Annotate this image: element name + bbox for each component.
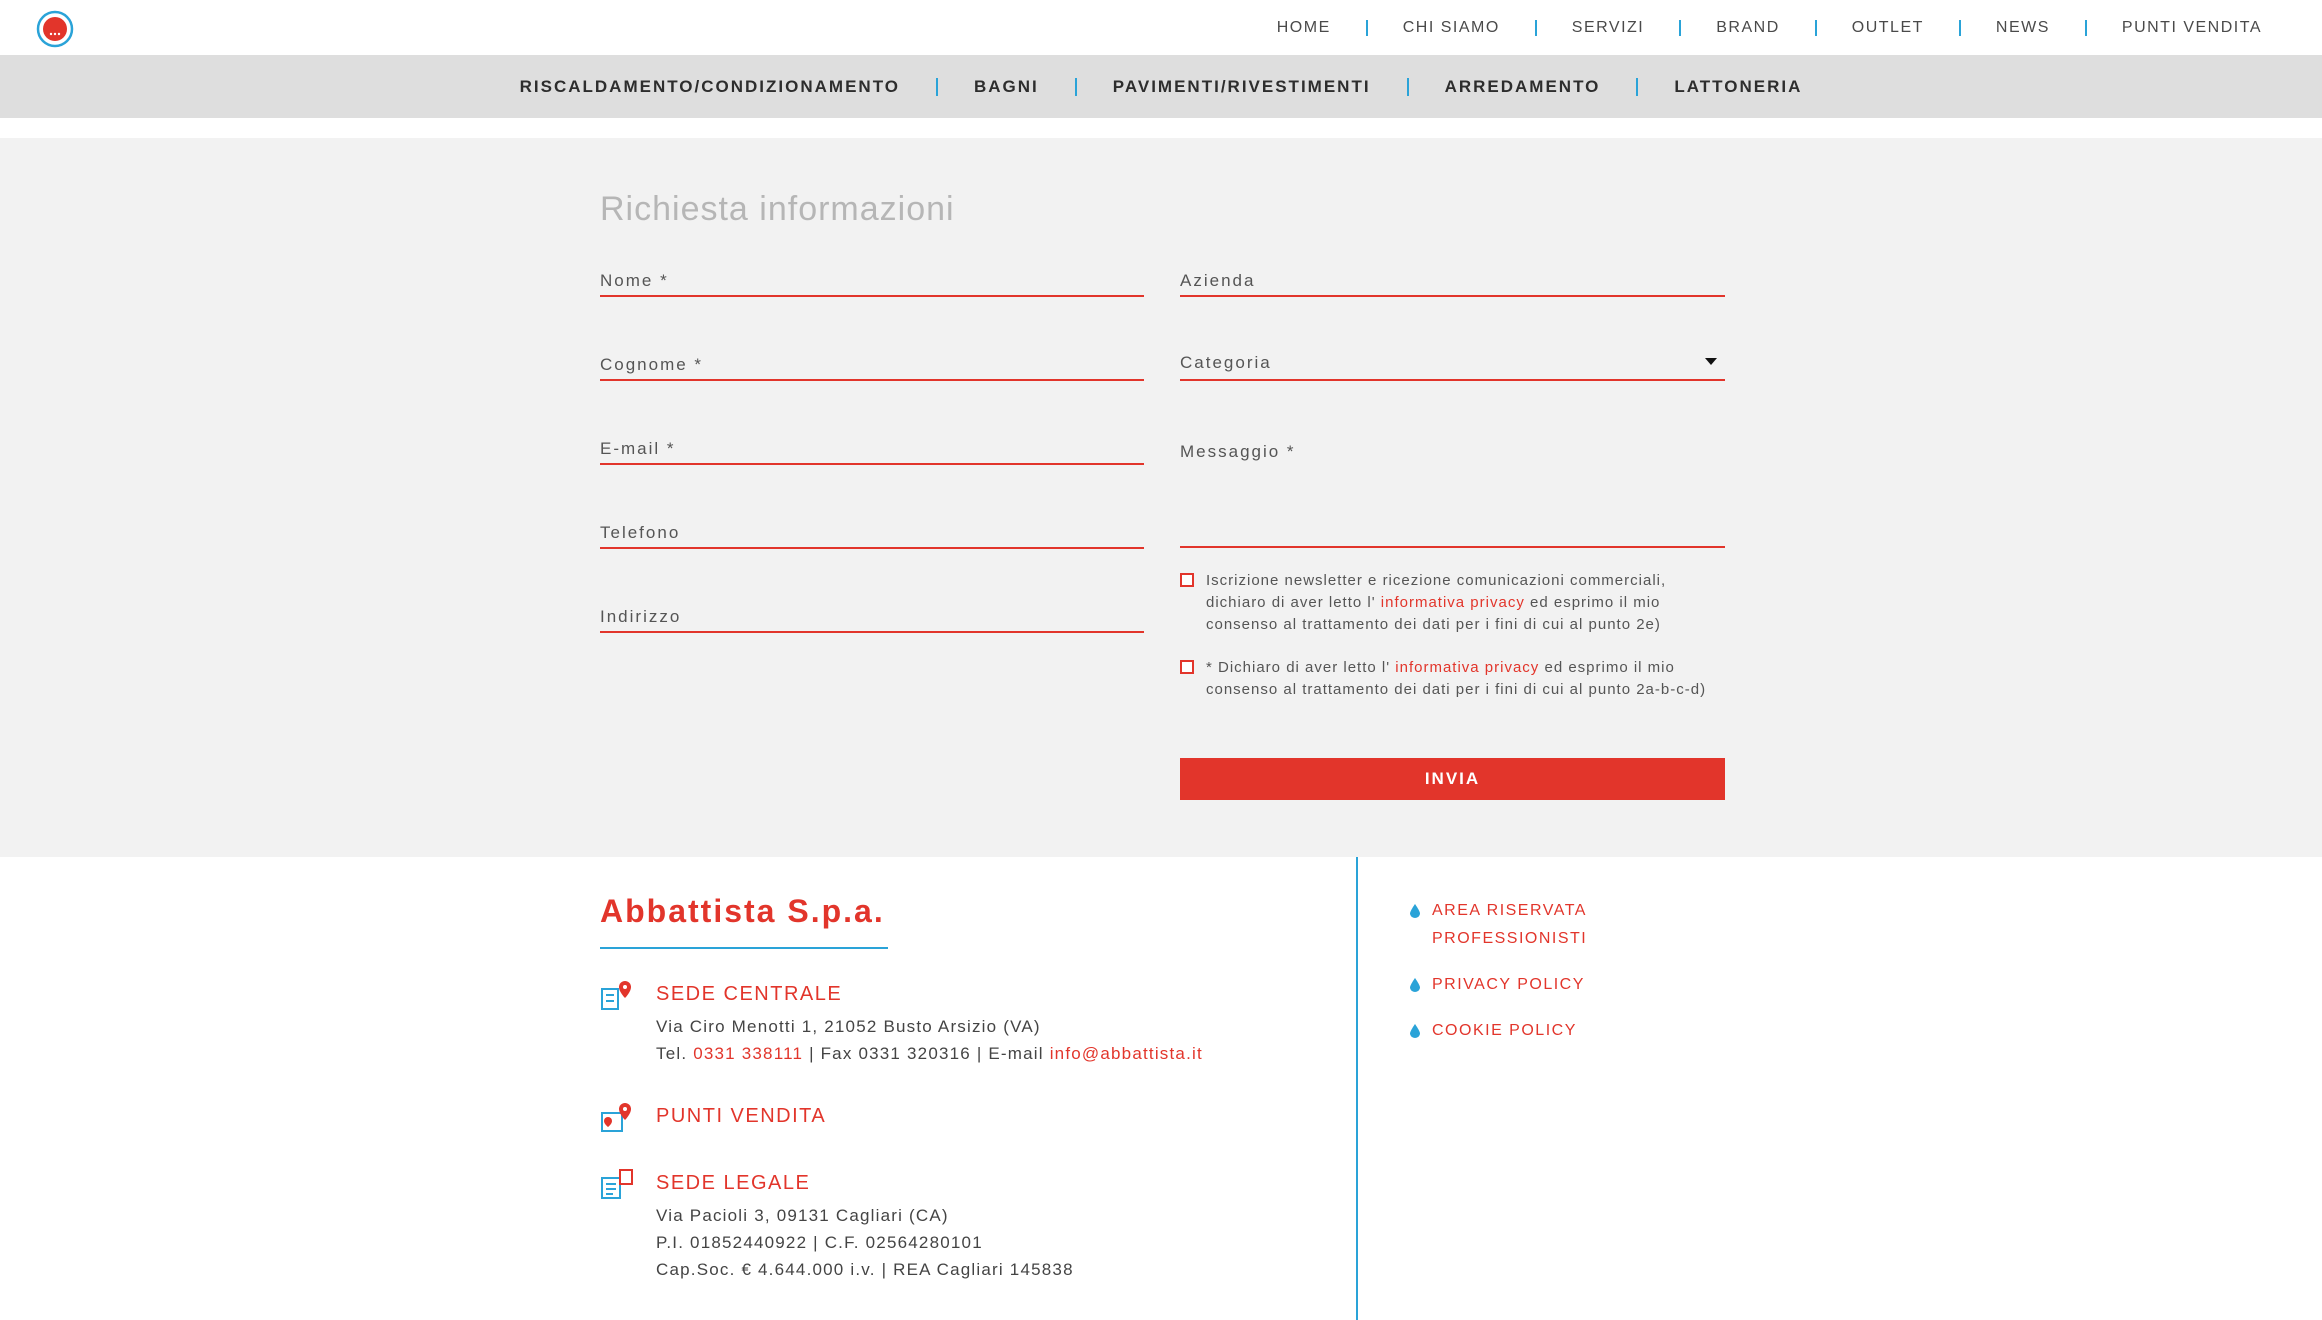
area-riservata-label: AREA RISERVATA <box>1432 902 1587 919</box>
privacy-policy-link[interactable] <box>1410 971 1587 999</box>
email-label: E-mail * <box>600 439 676 458</box>
category-lattoneria[interactable]: LATTONERIA <box>1674 76 1803 96</box>
category-riscaldamento[interactable]: RISCALDAMENTO/CONDIZIONAMENTO <box>519 76 900 96</box>
nav-brand[interactable]: BRAND <box>1716 18 1780 36</box>
footer <box>0 857 2322 1320</box>
privacy-consent-text <box>1206 657 1725 701</box>
privacy-checkbox[interactable] <box>1180 660 1194 674</box>
area-riservata-link[interactable] <box>1410 897 1587 953</box>
form-title: Richiesta informazioni <box>600 190 955 228</box>
building-pin-icon <box>600 979 634 1013</box>
sede-legale-capital: Cap.Soc. € 4.644.000 i.v. | REA Cagliari 145838 <box>656 1260 1074 1279</box>
nav-home[interactable]: HOME <box>1276 18 1331 36</box>
category-bagni[interactable]: BAGNI <box>974 76 1039 96</box>
azienda-label: Azienda <box>1180 271 1256 290</box>
submit-button[interactable]: INVIA <box>1180 758 1725 800</box>
privacy-info-link[interactable]: informativa privacy <box>1380 594 1525 611</box>
consent-text-part: * Dichiaro di aver letto l' <box>1206 659 1396 676</box>
sede-centrale-title: SEDE CENTRALE <box>656 983 843 1005</box>
consent-text-part: ed esprimo il mio consenso al trattamento dei dati per i fini di cui al punto 2a-b-c-d) <box>1206 659 1707 698</box>
droplet-icon <box>1410 978 1420 992</box>
newsletter-checkbox[interactable] <box>1180 573 1194 587</box>
sede-legale-title: SEDE LEGALE <box>656 1172 811 1194</box>
nav-servizi[interactable]: SERVIZI <box>1571 18 1645 36</box>
sede-centrale-address: Via Ciro Menotti 1, 21052 Busto Arsizio (VA) <box>656 1017 1041 1036</box>
nav-news[interactable]: NEWS <box>1995 18 2050 36</box>
professionisti-label: PROFESSIONISTI <box>1432 930 1588 947</box>
droplet-icon <box>1410 904 1420 918</box>
categoria-label: Categoria <box>1180 353 1272 372</box>
newsletter-consent <box>1180 570 1725 636</box>
telefono-field[interactable] <box>600 509 1144 549</box>
nav-outlet[interactable]: OUTLET <box>1851 18 1924 36</box>
map-pin-icon <box>600 1101 634 1135</box>
newsletter-consent-text <box>1206 570 1725 636</box>
footer-links <box>1410 897 1587 1045</box>
nome-label: Nome * <box>600 271 669 290</box>
company-name: Abbattista S.p.a. <box>600 893 885 929</box>
messaggio-textarea[interactable] <box>1180 438 1725 548</box>
document-icon <box>600 1168 634 1202</box>
tel-label: Tel. <box>656 1044 694 1063</box>
cognome-field[interactable] <box>600 341 1144 381</box>
main-nav <box>1242 0 2262 55</box>
category-arredamento[interactable]: ARREDAMENTO <box>1444 76 1601 96</box>
top-header <box>0 0 2322 55</box>
messaggio-label: Messaggio * <box>1180 442 1296 461</box>
nav-punti-vendita[interactable]: PUNTI VENDITA <box>2121 18 2262 36</box>
category-nav <box>0 55 2322 118</box>
privacy-consent <box>1180 657 1725 701</box>
nav-chi-siamo[interactable]: CHI SIAMO <box>1402 18 1500 36</box>
punti-vendita-title[interactable]: PUNTI VENDITA <box>656 1105 827 1127</box>
email-field[interactable] <box>600 425 1144 465</box>
cookie-policy-label: COOKIE POLICY <box>1432 1022 1577 1039</box>
azienda-field[interactable] <box>1180 257 1725 297</box>
cognome-label: Cognome * <box>600 355 704 374</box>
phone-link[interactable]: 0331 338111 <box>693 1044 804 1063</box>
fax-text: | Fax 0331 320316 | E-mail <box>803 1044 1050 1063</box>
privacy-info-link[interactable]: informativa privacy <box>1395 659 1540 676</box>
abbattista-logo-icon[interactable] <box>36 10 74 48</box>
nome-field[interactable] <box>600 257 1144 297</box>
chevron-down-icon[interactable] <box>1705 358 1717 365</box>
indirizzo-field[interactable] <box>600 593 1144 633</box>
consent-text-part: ed esprimo il mio consenso al trattamento dei dati per i fini di cui al punto 2e) <box>1206 594 1661 633</box>
sede-centrale-contacts <box>656 1044 1203 1064</box>
droplet-icon <box>1410 1024 1420 1038</box>
cookie-policy-link[interactable] <box>1410 1017 1587 1045</box>
sede-legale-tax: P.I. 01852440922 | C.F. 02564280101 <box>656 1233 983 1252</box>
company-underline <box>600 947 888 949</box>
indirizzo-label: Indirizzo <box>600 607 682 626</box>
sede-legale-address: Via Pacioli 3, 09131 Cagliari (CA) <box>656 1206 949 1225</box>
telefono-label: Telefono <box>600 523 681 542</box>
email-link[interactable]: info@abbattista.it <box>1049 1044 1203 1063</box>
footer-divider <box>1356 857 1358 1320</box>
categoria-select[interactable] <box>1180 341 1725 381</box>
info-request-form <box>0 138 2322 857</box>
category-pavimenti[interactable]: PAVIMENTI/RIVESTIMENTI <box>1112 76 1371 96</box>
privacy-policy-label: PRIVACY POLICY <box>1432 976 1585 993</box>
consent-text-part: Iscrizione newsletter e ricezione comunicazioni commerciali, dichiaro di aver letto l' <box>1206 572 1667 611</box>
